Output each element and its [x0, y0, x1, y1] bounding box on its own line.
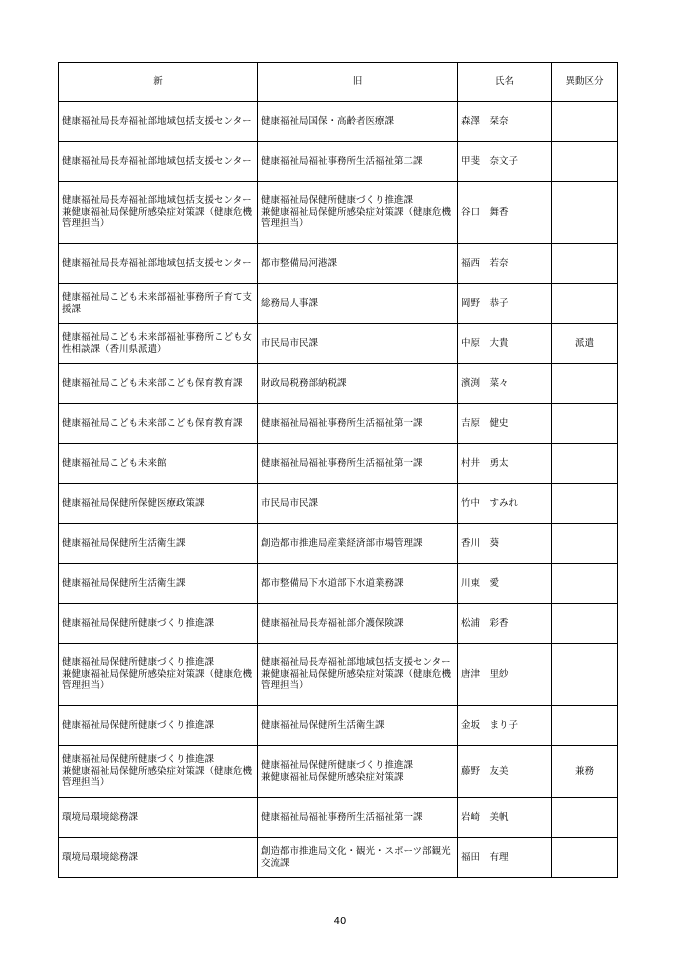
cell-old: 財政局税務部納税課	[258, 364, 458, 404]
cell-name: 岩崎 美帆	[458, 798, 552, 838]
table-row	[59, 798, 618, 838]
cell-kubun	[552, 524, 618, 564]
cell-name: 甲斐 奈文子	[458, 142, 552, 182]
header-name: 氏名	[458, 63, 552, 102]
header-old: 旧	[258, 63, 458, 102]
cell-name: 福田 有理	[458, 838, 552, 878]
cell-name: 金坂 まり子	[458, 706, 552, 746]
page-number: 40	[333, 916, 347, 927]
cell-kubun	[552, 102, 618, 142]
cell-new: 環境局環境総務課	[59, 838, 258, 878]
table-row	[59, 524, 618, 564]
cell-old: 健康福祉局保健所健康づくり推進課 兼健康福祉局保健所感染症対策課	[258, 746, 458, 798]
cell-name: 森澤 栞奈	[458, 102, 552, 142]
table-row	[59, 564, 618, 604]
cell-name: 藤野 友美	[458, 746, 552, 798]
cell-name: 香川 葵	[458, 524, 552, 564]
table-row	[59, 182, 618, 244]
cell-name: 村井 勇太	[458, 444, 552, 484]
cell-new: 健康福祉局保健所健康づくり推進課	[59, 604, 258, 644]
cell-name: 濱渕 菜々	[458, 364, 552, 404]
table-row	[59, 706, 618, 746]
table-row	[59, 838, 618, 878]
table-row	[59, 324, 618, 364]
cell-name: 岡野 恭子	[458, 284, 552, 324]
cell-old: 健康福祉局国保・高齢者医療課	[258, 102, 458, 142]
cell-old: 健康福祉局福祉事務所生活福祉第一課	[258, 444, 458, 484]
cell-new: 環境局環境総務課	[59, 798, 258, 838]
cell-new: 健康福祉局こども未来部こども保育教育課	[59, 404, 258, 444]
cell-old: 総務局人事課	[258, 284, 458, 324]
cell-kubun	[552, 644, 618, 706]
cell-name: 竹中 すみれ	[458, 484, 552, 524]
cell-name: 吉原 健史	[458, 404, 552, 444]
cell-name: 中原 大貴	[458, 324, 552, 364]
cell-old: 創造都市推進局文化・観光・スポーツ部観光交流課	[258, 838, 458, 878]
cell-old: 健康福祉局保健所生活衛生課	[258, 706, 458, 746]
cell-kubun: 派遣	[552, 324, 618, 364]
cell-kubun	[552, 244, 618, 284]
cell-kubun	[552, 444, 618, 484]
cell-new: 健康福祉局長寿福祉部地域包括支援センター	[59, 244, 258, 284]
cell-kubun	[552, 484, 618, 524]
cell-new: 健康福祉局長寿福祉部地域包括支援センター	[59, 102, 258, 142]
cell-old: 創造都市推進局産業経済部市場管理課	[258, 524, 458, 564]
table-row	[59, 404, 618, 444]
cell-kubun	[552, 142, 618, 182]
cell-kubun	[552, 604, 618, 644]
cell-new: 健康福祉局保健所保健医療政策課	[59, 484, 258, 524]
cell-kubun	[552, 404, 618, 444]
table-row	[59, 102, 618, 142]
cell-new: 健康福祉局こども未来部福祉事務所子育て支援課	[59, 284, 258, 324]
cell-old: 都市整備局河港課	[258, 244, 458, 284]
cell-kubun	[552, 284, 618, 324]
cell-old: 市民局市民課	[258, 484, 458, 524]
table-row	[59, 644, 618, 706]
cell-name: 唐津 里紗	[458, 644, 552, 706]
cell-old: 健康福祉局福祉事務所生活福祉第二課	[258, 142, 458, 182]
cell-new: 健康福祉局保健所健康づくり推進課 兼健康福祉局保健所感染症対策課（健康危機管理担当）	[59, 644, 258, 706]
cell-new: 健康福祉局保健所健康づくり推進課	[59, 706, 258, 746]
table-row	[59, 142, 618, 182]
table-row	[59, 244, 618, 284]
header-new: 新	[59, 63, 258, 102]
cell-name: 谷口 舞香	[458, 182, 552, 244]
table-row	[59, 284, 618, 324]
table-row	[59, 444, 618, 484]
cell-new: 健康福祉局保健所生活衛生課	[59, 524, 258, 564]
cell-name: 福西 若奈	[458, 244, 552, 284]
cell-old: 健康福祉局長寿福祉部介護保険課	[258, 604, 458, 644]
cell-kubun	[552, 364, 618, 404]
personnel-change-table	[58, 62, 618, 878]
cell-new: 健康福祉局保健所生活衛生課	[59, 564, 258, 604]
cell-kubun	[552, 838, 618, 878]
cell-old: 健康福祉局福祉事務所生活福祉第一課	[258, 798, 458, 838]
table-row	[59, 746, 618, 798]
cell-new: 健康福祉局こども未来館	[59, 444, 258, 484]
cell-kubun	[552, 564, 618, 604]
cell-old: 市民局市民課	[258, 324, 458, 364]
cell-new: 健康福祉局長寿福祉部地域包括支援センター	[59, 142, 258, 182]
header-row	[59, 63, 618, 102]
cell-new: 健康福祉局長寿福祉部地域包括支援センター 兼健康福祉局保健所感染症対策課（健康危機管理担当）	[59, 182, 258, 244]
table-row	[59, 604, 618, 644]
cell-kubun: 兼務	[552, 746, 618, 798]
cell-old: 健康福祉局福祉事務所生活福祉第一課	[258, 404, 458, 444]
cell-name: 松浦 彩香	[458, 604, 552, 644]
cell-name: 川東 愛	[458, 564, 552, 604]
table-row	[59, 484, 618, 524]
cell-new: 健康福祉局こども未来部福祉事務所こども女性相談課（香川県派遣）	[59, 324, 258, 364]
cell-kubun	[552, 706, 618, 746]
cell-kubun	[552, 182, 618, 244]
cell-old: 健康福祉局長寿福祉部地域包括支援センター 兼健康福祉局保健所感染症対策課（健康危機管理担当）	[258, 644, 458, 706]
cell-kubun	[552, 798, 618, 838]
cell-old: 都市整備局下水道部下水道業務課	[258, 564, 458, 604]
header-kubun: 異動区分	[552, 63, 618, 102]
table-row	[59, 364, 618, 404]
cell-old: 健康福祉局保健所健康づくり推進課 兼健康福祉局保健所感染症対策課（健康危機管理担当）	[258, 182, 458, 244]
cell-new: 健康福祉局保健所健康づくり推進課 兼健康福祉局保健所感染症対策課（健康危機管理担当）	[59, 746, 258, 798]
table-body	[59, 102, 618, 878]
cell-new: 健康福祉局こども未来部こども保育教育課	[59, 364, 258, 404]
